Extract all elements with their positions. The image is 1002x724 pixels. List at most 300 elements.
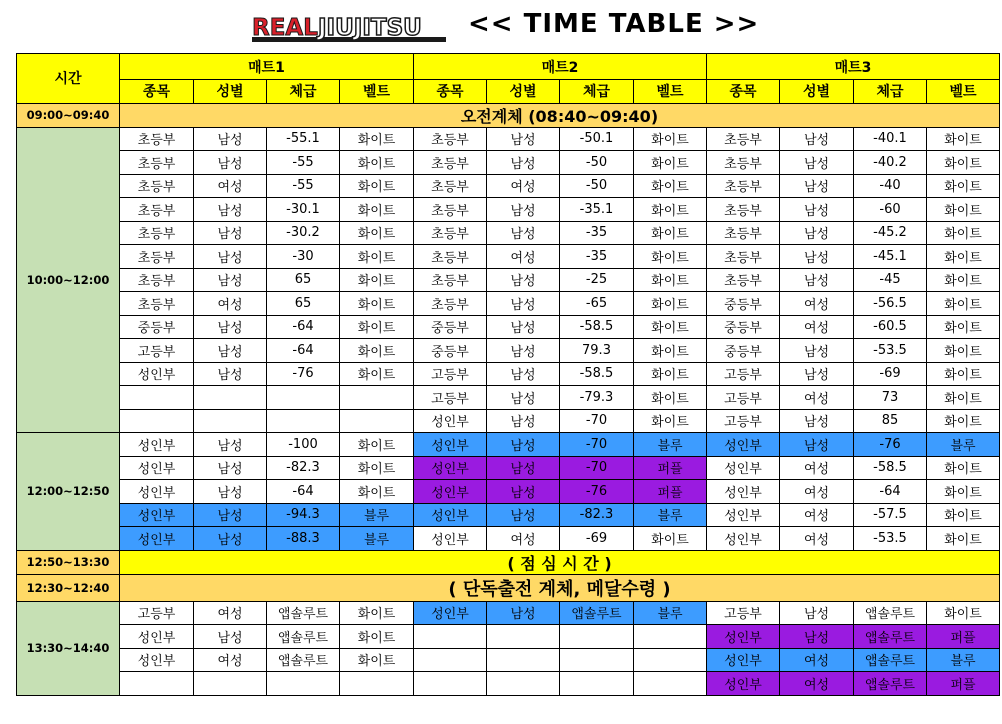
gender-cell: 남성 bbox=[780, 625, 854, 649]
weight-cell: 앱솔루트 bbox=[560, 601, 634, 625]
division-cell: 초등부 bbox=[414, 268, 487, 292]
belt-cell bbox=[340, 386, 414, 410]
weight-cell bbox=[560, 625, 634, 649]
column-header: 종목 bbox=[120, 80, 194, 104]
weight-cell: 앱솔루트 bbox=[267, 648, 340, 672]
belt-cell: 화이트 bbox=[634, 245, 707, 269]
belt-cell: 블루 bbox=[927, 648, 1000, 672]
belt-cell: 화이트 bbox=[634, 127, 707, 151]
weight-cell: -55 bbox=[267, 174, 340, 198]
weight-cell: -50 bbox=[560, 174, 634, 198]
division-cell: 초등부 bbox=[414, 221, 487, 245]
weight-cell bbox=[267, 409, 340, 433]
mat2-header: 매트2 bbox=[414, 54, 707, 80]
gender-cell: 남성 bbox=[780, 362, 854, 386]
weight-cell: -35.1 bbox=[560, 198, 634, 222]
table-row bbox=[17, 362, 1000, 386]
division-cell: 성인부 bbox=[120, 527, 194, 551]
belt-cell: 퍼플 bbox=[927, 625, 1000, 649]
table-row bbox=[17, 503, 1000, 527]
gender-cell: 여성 bbox=[780, 527, 854, 551]
table-row bbox=[17, 672, 1000, 696]
division-cell: 초등부 bbox=[414, 127, 487, 151]
lunch-banner: ( 점 심 시 간 ) bbox=[120, 550, 1000, 574]
gender-cell: 남성 bbox=[487, 292, 560, 316]
division-cell: 초등부 bbox=[707, 198, 780, 222]
belt-cell: 화이트 bbox=[927, 292, 1000, 316]
column-header: 벨트 bbox=[634, 80, 707, 104]
weight-cell: -65 bbox=[560, 292, 634, 316]
weight-cell: -70 bbox=[560, 456, 634, 480]
weight-cell: -56.5 bbox=[854, 292, 927, 316]
table-row bbox=[17, 315, 1000, 339]
division-cell: 성인부 bbox=[707, 625, 780, 649]
belt-cell: 화이트 bbox=[927, 127, 1000, 151]
column-header: 성별 bbox=[487, 80, 560, 104]
gender-cell: 남성 bbox=[487, 386, 560, 410]
belt-cell: 화이트 bbox=[634, 315, 707, 339]
gender-cell: 남성 bbox=[780, 127, 854, 151]
division-cell: 고등부 bbox=[414, 362, 487, 386]
belt-cell: 화이트 bbox=[340, 339, 414, 363]
gender-cell: 남성 bbox=[780, 433, 854, 457]
weight-cell bbox=[267, 672, 340, 696]
svg-text:REAL: REAL bbox=[252, 15, 318, 41]
gender-cell: 남성 bbox=[487, 198, 560, 222]
weight-cell: 앱솔루트 bbox=[854, 672, 927, 696]
table-row bbox=[17, 127, 1000, 151]
column-header: 체급 bbox=[560, 80, 634, 104]
weight-cell: 79.3 bbox=[560, 339, 634, 363]
gender-cell: 남성 bbox=[194, 527, 267, 551]
division-cell bbox=[120, 409, 194, 433]
gender-cell: 남성 bbox=[487, 601, 560, 625]
division-cell: 초등부 bbox=[707, 245, 780, 269]
belt-cell: 화이트 bbox=[634, 362, 707, 386]
division-cell: 중등부 bbox=[707, 339, 780, 363]
column-header: 벨트 bbox=[927, 80, 1000, 104]
weight-cell: 85 bbox=[854, 409, 927, 433]
division-cell: 성인부 bbox=[120, 503, 194, 527]
table-row bbox=[17, 648, 1000, 672]
gender-cell: 여성 bbox=[780, 480, 854, 504]
belt-cell bbox=[634, 625, 707, 649]
division-cell: 고등부 bbox=[414, 386, 487, 410]
belt-cell: 화이트 bbox=[340, 245, 414, 269]
gender-cell: 여성 bbox=[194, 292, 267, 316]
belt-cell: 블루 bbox=[634, 433, 707, 457]
table-row bbox=[17, 433, 1000, 457]
weight-cell: -57.5 bbox=[854, 503, 927, 527]
weight-cell bbox=[560, 648, 634, 672]
gender-cell: 남성 bbox=[487, 127, 560, 151]
gender-cell: 남성 bbox=[194, 362, 267, 386]
gender-cell: 남성 bbox=[487, 339, 560, 363]
mat1-header: 매트1 bbox=[120, 54, 414, 80]
timetable bbox=[16, 53, 1000, 696]
table-row bbox=[17, 339, 1000, 363]
page-title: << TIME TABLE >> bbox=[468, 9, 760, 39]
belt-cell: 화이트 bbox=[927, 362, 1000, 386]
weight-cell: 앱솔루트 bbox=[854, 601, 927, 625]
gender-cell: 남성 bbox=[194, 245, 267, 269]
belt-cell: 블루 bbox=[927, 433, 1000, 457]
belt-cell: 화이트 bbox=[927, 245, 1000, 269]
table-row bbox=[17, 245, 1000, 269]
division-cell: 초등부 bbox=[414, 151, 487, 175]
gender-cell: 남성 bbox=[487, 362, 560, 386]
belt-cell: 퍼플 bbox=[634, 480, 707, 504]
weight-cell: -70 bbox=[560, 433, 634, 457]
belt-cell: 화이트 bbox=[634, 527, 707, 551]
weight-cell: 앱솔루트 bbox=[267, 625, 340, 649]
column-header: 성별 bbox=[194, 80, 267, 104]
gender-cell: 남성 bbox=[194, 625, 267, 649]
weight-cell: -79.3 bbox=[560, 386, 634, 410]
weight-cell: -69 bbox=[560, 527, 634, 551]
belt-cell: 화이트 bbox=[340, 480, 414, 504]
gender-cell: 여성 bbox=[780, 648, 854, 672]
gender-cell: 여성 bbox=[780, 386, 854, 410]
belt-cell: 화이트 bbox=[927, 601, 1000, 625]
division-cell: 고등부 bbox=[120, 339, 194, 363]
division-cell: 성인부 bbox=[707, 648, 780, 672]
weigh-in-banner: 오전계체 (08:40~09:40) bbox=[120, 103, 1000, 127]
column-header: 성별 bbox=[780, 80, 854, 104]
table-row bbox=[17, 268, 1000, 292]
gender-cell: 남성 bbox=[194, 315, 267, 339]
weight-cell: 앱솔루트 bbox=[854, 648, 927, 672]
gender-cell bbox=[194, 386, 267, 410]
realjiujitsu-logo bbox=[252, 10, 446, 44]
time-slot: 09:00~09:40 bbox=[17, 103, 120, 127]
weight-cell: -100 bbox=[267, 433, 340, 457]
weight-cell: -94.3 bbox=[267, 503, 340, 527]
belt-cell: 화이트 bbox=[927, 315, 1000, 339]
table-row bbox=[17, 527, 1000, 551]
weight-cell: -40 bbox=[854, 174, 927, 198]
weight-cell: -58.5 bbox=[560, 362, 634, 386]
division-cell: 초등부 bbox=[120, 268, 194, 292]
gender-cell: 남성 bbox=[194, 268, 267, 292]
weight-cell: 73 bbox=[854, 386, 927, 410]
gender-cell: 남성 bbox=[780, 245, 854, 269]
table-row bbox=[17, 174, 1000, 198]
weight-cell: -35 bbox=[560, 221, 634, 245]
gender-cell: 남성 bbox=[487, 315, 560, 339]
belt-cell: 화이트 bbox=[927, 339, 1000, 363]
division-cell: 초등부 bbox=[707, 127, 780, 151]
mat3-header: 매트3 bbox=[707, 54, 1000, 80]
gender-cell: 남성 bbox=[780, 339, 854, 363]
division-cell: 초등부 bbox=[120, 151, 194, 175]
weight-cell: -64 bbox=[854, 480, 927, 504]
page-header bbox=[0, 0, 1002, 52]
division-cell bbox=[414, 648, 487, 672]
belt-cell: 블루 bbox=[340, 503, 414, 527]
table-row bbox=[17, 198, 1000, 222]
gender-cell: 남성 bbox=[487, 480, 560, 504]
division-cell: 중등부 bbox=[414, 339, 487, 363]
division-cell bbox=[414, 672, 487, 696]
belt-cell: 화이트 bbox=[340, 362, 414, 386]
belt-cell: 퍼플 bbox=[634, 456, 707, 480]
belt-cell: 화이트 bbox=[927, 174, 1000, 198]
belt-cell: 화이트 bbox=[634, 221, 707, 245]
division-cell: 중등부 bbox=[707, 292, 780, 316]
belt-cell bbox=[340, 672, 414, 696]
weight-cell: -88.3 bbox=[267, 527, 340, 551]
gender-cell: 남성 bbox=[194, 127, 267, 151]
division-cell: 성인부 bbox=[414, 527, 487, 551]
weight-cell: -82.3 bbox=[560, 503, 634, 527]
table-row bbox=[17, 456, 1000, 480]
gender-cell: 남성 bbox=[487, 456, 560, 480]
time-header: 시간 bbox=[17, 54, 120, 104]
table-row bbox=[17, 625, 1000, 649]
gender-cell: 남성 bbox=[194, 456, 267, 480]
gender-cell: 남성 bbox=[780, 268, 854, 292]
belt-cell: 화이트 bbox=[340, 174, 414, 198]
division-cell: 초등부 bbox=[120, 221, 194, 245]
division-cell: 성인부 bbox=[707, 527, 780, 551]
time-slot: 10:00~12:00 bbox=[17, 127, 120, 433]
gender-cell: 남성 bbox=[487, 151, 560, 175]
gender-cell: 여성 bbox=[780, 672, 854, 696]
gender-cell: 여성 bbox=[194, 601, 267, 625]
belt-cell: 화이트 bbox=[340, 315, 414, 339]
gender-cell: 남성 bbox=[780, 151, 854, 175]
time-slot: 12:30~12:40 bbox=[17, 574, 120, 601]
division-cell: 성인부 bbox=[120, 648, 194, 672]
gender-cell: 여성 bbox=[194, 648, 267, 672]
belt-cell: 화이트 bbox=[634, 268, 707, 292]
division-cell: 성인부 bbox=[414, 601, 487, 625]
belt-cell: 화이트 bbox=[927, 198, 1000, 222]
weight-cell: -50.1 bbox=[560, 127, 634, 151]
division-cell: 고등부 bbox=[707, 386, 780, 410]
weight-cell: -30.1 bbox=[267, 198, 340, 222]
gender-cell: 남성 bbox=[487, 221, 560, 245]
belt-cell: 화이트 bbox=[927, 503, 1000, 527]
gender-cell: 남성 bbox=[780, 409, 854, 433]
weight-cell: -30.2 bbox=[267, 221, 340, 245]
table-row bbox=[17, 480, 1000, 504]
division-cell: 중등부 bbox=[707, 315, 780, 339]
belt-cell: 화이트 bbox=[340, 268, 414, 292]
gender-cell: 여성 bbox=[780, 503, 854, 527]
weight-cell: -50 bbox=[560, 151, 634, 175]
belt-cell: 화이트 bbox=[340, 648, 414, 672]
belt-cell: 블루 bbox=[340, 527, 414, 551]
belt-cell: 블루 bbox=[634, 503, 707, 527]
weight-cell: 앱솔루트 bbox=[267, 601, 340, 625]
weight-cell: -55 bbox=[267, 151, 340, 175]
time-slot: 12:50~13:30 bbox=[17, 550, 120, 574]
division-cell: 초등부 bbox=[707, 268, 780, 292]
gender-cell bbox=[194, 409, 267, 433]
division-cell: 성인부 bbox=[707, 456, 780, 480]
division-cell: 초등부 bbox=[414, 198, 487, 222]
division-cell: 중등부 bbox=[414, 315, 487, 339]
weight-cell: 앱솔루트 bbox=[854, 625, 927, 649]
gender-cell: 남성 bbox=[780, 174, 854, 198]
belt-cell: 화이트 bbox=[927, 409, 1000, 433]
belt-cell: 화이트 bbox=[340, 127, 414, 151]
gender-cell: 남성 bbox=[487, 268, 560, 292]
weight-cell: -53.5 bbox=[854, 339, 927, 363]
gender-cell: 여성 bbox=[780, 292, 854, 316]
division-cell: 초등부 bbox=[120, 174, 194, 198]
weight-cell: -35 bbox=[560, 245, 634, 269]
weight-cell: -58.5 bbox=[560, 315, 634, 339]
belt-cell: 블루 bbox=[634, 601, 707, 625]
weight-cell: -45.1 bbox=[854, 245, 927, 269]
column-header: 체급 bbox=[854, 80, 927, 104]
table-row bbox=[17, 151, 1000, 175]
belt-cell: 화이트 bbox=[340, 151, 414, 175]
weight-cell: -25 bbox=[560, 268, 634, 292]
gender-cell: 남성 bbox=[780, 601, 854, 625]
belt-cell: 화이트 bbox=[340, 625, 414, 649]
division-cell: 고등부 bbox=[707, 362, 780, 386]
belt-cell: 화이트 bbox=[927, 456, 1000, 480]
table-row bbox=[17, 292, 1000, 316]
gender-cell: 여성 bbox=[487, 527, 560, 551]
weight-cell: -53.5 bbox=[854, 527, 927, 551]
division-cell: 초등부 bbox=[414, 174, 487, 198]
division-cell: 성인부 bbox=[707, 672, 780, 696]
weight-cell: -82.3 bbox=[267, 456, 340, 480]
division-cell: 중등부 bbox=[120, 315, 194, 339]
table-row bbox=[17, 409, 1000, 433]
division-cell: 초등부 bbox=[120, 198, 194, 222]
weight-cell: -76 bbox=[560, 480, 634, 504]
weigh-in-medal-banner: ( 단독출전 계체, 메달수령 ) bbox=[120, 574, 1000, 601]
division-cell: 초등부 bbox=[120, 245, 194, 269]
weight-cell bbox=[560, 672, 634, 696]
division-cell: 초등부 bbox=[120, 127, 194, 151]
gender-cell bbox=[487, 625, 560, 649]
weight-cell: -69 bbox=[854, 362, 927, 386]
weight-cell: -30 bbox=[267, 245, 340, 269]
column-header: 종목 bbox=[414, 80, 487, 104]
belt-cell: 화이트 bbox=[927, 221, 1000, 245]
weight-cell: -55.1 bbox=[267, 127, 340, 151]
table-row bbox=[17, 601, 1000, 625]
division-cell: 성인부 bbox=[120, 456, 194, 480]
division-cell: 성인부 bbox=[707, 503, 780, 527]
belt-cell: 화이트 bbox=[340, 601, 414, 625]
gender-cell: 남성 bbox=[487, 503, 560, 527]
belt-cell: 화이트 bbox=[340, 456, 414, 480]
belt-cell: 퍼플 bbox=[927, 672, 1000, 696]
time-slot: 13:30~14:40 bbox=[17, 601, 120, 695]
belt-cell: 화이트 bbox=[634, 198, 707, 222]
belt-cell: 화이트 bbox=[927, 151, 1000, 175]
gender-cell: 남성 bbox=[194, 503, 267, 527]
belt-cell: 화이트 bbox=[340, 292, 414, 316]
division-cell: 초등부 bbox=[120, 292, 194, 316]
division-cell bbox=[120, 672, 194, 696]
belt-cell bbox=[634, 648, 707, 672]
division-cell: 초등부 bbox=[414, 245, 487, 269]
gender-cell: 여성 bbox=[487, 245, 560, 269]
gender-cell: 남성 bbox=[194, 433, 267, 457]
table-row bbox=[17, 221, 1000, 245]
belt-cell: 화이트 bbox=[634, 409, 707, 433]
gender-cell bbox=[487, 648, 560, 672]
weight-cell: -60.5 bbox=[854, 315, 927, 339]
division-cell: 초등부 bbox=[707, 151, 780, 175]
svg-text:JIUJITSU: JIUJITSU bbox=[318, 15, 422, 41]
belt-cell: 화이트 bbox=[927, 268, 1000, 292]
division-cell: 성인부 bbox=[120, 625, 194, 649]
gender-cell: 남성 bbox=[780, 198, 854, 222]
belt-cell: 화이트 bbox=[340, 221, 414, 245]
belt-cell bbox=[634, 672, 707, 696]
division-cell: 성인부 bbox=[414, 409, 487, 433]
gender-cell: 남성 bbox=[487, 409, 560, 433]
weight-cell: -45 bbox=[854, 268, 927, 292]
gender-cell: 남성 bbox=[780, 221, 854, 245]
division-cell: 성인부 bbox=[707, 433, 780, 457]
division-cell: 성인부 bbox=[414, 433, 487, 457]
division-cell: 고등부 bbox=[120, 601, 194, 625]
gender-cell: 여성 bbox=[780, 456, 854, 480]
weight-cell: -60 bbox=[854, 198, 927, 222]
belt-cell: 화이트 bbox=[634, 386, 707, 410]
column-header: 종목 bbox=[707, 80, 780, 104]
division-cell bbox=[120, 386, 194, 410]
belt-cell: 화이트 bbox=[634, 174, 707, 198]
belt-cell: 화이트 bbox=[634, 292, 707, 316]
belt-cell: 화이트 bbox=[340, 433, 414, 457]
table-row bbox=[17, 386, 1000, 410]
gender-cell: 남성 bbox=[194, 151, 267, 175]
gender-cell: 여성 bbox=[487, 174, 560, 198]
division-cell: 성인부 bbox=[414, 480, 487, 504]
time-slot: 12:00~12:50 bbox=[17, 433, 120, 551]
gender-cell bbox=[487, 672, 560, 696]
weight-cell bbox=[267, 386, 340, 410]
belt-cell: 화이트 bbox=[634, 339, 707, 363]
column-header: 체급 bbox=[267, 80, 340, 104]
division-cell: 성인부 bbox=[120, 362, 194, 386]
division-cell: 성인부 bbox=[120, 480, 194, 504]
division-cell: 성인부 bbox=[414, 503, 487, 527]
gender-cell: 여성 bbox=[194, 174, 267, 198]
weight-cell: -40.1 bbox=[854, 127, 927, 151]
belt-cell: 화이트 bbox=[634, 151, 707, 175]
belt-cell bbox=[340, 409, 414, 433]
column-header: 벨트 bbox=[340, 80, 414, 104]
gender-cell: 남성 bbox=[194, 480, 267, 504]
gender-cell: 남성 bbox=[194, 221, 267, 245]
weight-cell: -58.5 bbox=[854, 456, 927, 480]
division-cell: 고등부 bbox=[707, 409, 780, 433]
weight-cell: 65 bbox=[267, 268, 340, 292]
division-cell: 초등부 bbox=[707, 221, 780, 245]
division-cell: 성인부 bbox=[120, 433, 194, 457]
gender-cell: 남성 bbox=[194, 339, 267, 363]
gender-cell: 남성 bbox=[487, 433, 560, 457]
weight-cell: -70 bbox=[560, 409, 634, 433]
weight-cell: -76 bbox=[267, 362, 340, 386]
belt-cell: 화이트 bbox=[340, 198, 414, 222]
division-cell: 성인부 bbox=[414, 456, 487, 480]
belt-cell: 화이트 bbox=[927, 386, 1000, 410]
